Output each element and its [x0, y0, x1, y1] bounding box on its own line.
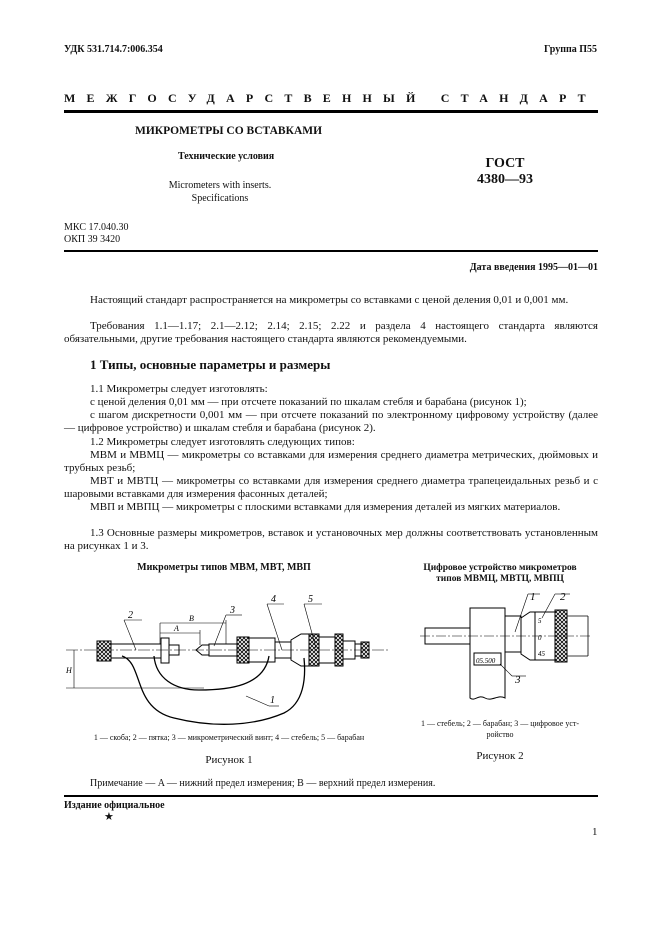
- fig2-label-3: 3: [515, 674, 521, 686]
- fig2-scale-5: 5: [538, 617, 542, 625]
- english-title-line2: Specifications: [191, 193, 249, 204]
- clause-1-2: 1.2 Микрометры следует изготовлять следующих типов:: [90, 436, 355, 448]
- clause-1-1-item-b: с шагом дискретности 0,001 мм — при отсчете показаний по электронному цифровому устройству (далее — цифровое устройство) и шкалам стебля и барабана (рисунок 2).: [64, 409, 598, 435]
- clause-1-2-type-mvt: МВТ и МВТЦ — микрометры со вставками для измерения среднего диаметра трапецеидальных резьб и с шаровыми вставками для измерения фасонных деталей;: [64, 475, 598, 501]
- gost-label: ГОСТ: [485, 156, 525, 171]
- clause-1-1-item-a: с ценой деления 0,01 мм — при отсчете показаний по шкалам стебля и барабана (рисунок 1);: [90, 396, 527, 408]
- fig1-label-5: 5: [308, 594, 313, 605]
- fig1-label-2: 2: [128, 610, 133, 621]
- fig1-label-H: H: [66, 666, 72, 675]
- document-subtitle: Технические условия: [178, 151, 275, 162]
- effective-date: Дата введения 1995—01—01: [469, 262, 598, 273]
- figure-2-legend-line2: ройство: [486, 730, 514, 739]
- clause-1-3: 1.3 Основные размеры микрометров, вставок и установочных мер должны соответствовать установленным на рисунках 1 и 3.: [64, 527, 598, 553]
- page-number: 1: [592, 826, 598, 838]
- clause-1-2-type-mvm: МВМ и МВМЦ — микрометры со вставками для измерения среднего диаметра метрических, дюймовых и трубных резьб;: [64, 449, 598, 475]
- figure-2-title: [400, 563, 600, 585]
- clause-1-1: 1.1 Микрометры следует изготовлять:: [90, 383, 268, 395]
- standard-banner: МЕЖГОСУДАРСТВЕННЫЙ СТАНДАРТ: [64, 91, 597, 105]
- fig1-label-A: A: [174, 624, 179, 633]
- figure-1-micrometer-drawing: [64, 578, 394, 728]
- figure-1-title: Микрометры типов МВМ, МВТ, МВП: [137, 562, 311, 573]
- fig2-display-value: 05.500: [476, 657, 496, 665]
- figure-note: Примечание — A — нижний предел измерения; B — верхний предел измерения.: [90, 778, 436, 789]
- fig1-label-B: B: [189, 614, 194, 623]
- banner-rule: [64, 110, 598, 113]
- english-title: [150, 179, 290, 205]
- classification-codes: [64, 222, 128, 246]
- fig2-scale-45: 45: [538, 650, 545, 658]
- figure-2-caption: Рисунок 2: [476, 750, 524, 762]
- document-title: МИКРОМЕТРЫ СО ВСТАВКАМИ: [135, 125, 323, 137]
- official-edition-label: Издание официальное: [64, 800, 165, 811]
- figure-1-legend: 1 — скоба; 2 — пятка; 3 — микрометрический винт; 4 — стебель; 5 — барабан: [93, 733, 365, 742]
- okp-code: ОКП 39 3420: [64, 234, 121, 245]
- figure-2-legend-line1: 1 — стебель; 2 — барабан; 3 — цифровое уст-: [420, 719, 580, 728]
- mks-code: МКС 17.040.30: [64, 222, 129, 233]
- figure-2-legend: [400, 718, 600, 740]
- english-title-line1: Micrometers with inserts.: [168, 180, 272, 191]
- fig2-scale-0: 0: [538, 634, 542, 642]
- fig2-label-1: 1: [530, 591, 536, 603]
- group-code: Группа П55: [544, 44, 597, 55]
- gost-designation: [460, 156, 550, 188]
- figure-2-title-line1: Цифровое устройство микрометров: [423, 563, 577, 573]
- fig1-label-4: 4: [271, 594, 276, 605]
- intro-paragraph-1: Настоящий стандарт распространяется на микрометры со вставками с ценой деления 0,01 и 0,001 мм.: [90, 294, 569, 306]
- fig2-label-2: 2: [560, 591, 566, 603]
- section-1-heading: 1 Типы, основные параметры и размеры: [90, 357, 331, 372]
- figure-2-digital-device-drawing: [420, 588, 610, 703]
- gost-number: 4380—93: [477, 172, 533, 187]
- star-icon: ★: [104, 811, 114, 823]
- figure-1-caption: Рисунок 1: [205, 754, 253, 766]
- figure-2-title-line2: типов МВМЦ, МВТЦ, МВПЦ: [436, 574, 564, 584]
- fig1-label-3: 3: [230, 605, 235, 616]
- intro-paragraph-2: Требования 1.1—1.17; 2.1—2.12; 2.14; 2.15; 2.22 и раздела 4 настоящего стандарта являются обязательными, другие требования настоящего стандарта являются рекомендуемыми.: [64, 320, 598, 346]
- title-rule: [64, 250, 598, 252]
- clause-1-2-type-mvp: МВП и МВПЦ — микрометры с плоскими вставками для измерения деталей из мягких материалов.: [90, 501, 561, 513]
- footer-rule: [64, 795, 598, 797]
- fig1-label-1: 1: [270, 695, 275, 706]
- udk-code: УДК 531.714.7:006.354: [64, 44, 163, 55]
